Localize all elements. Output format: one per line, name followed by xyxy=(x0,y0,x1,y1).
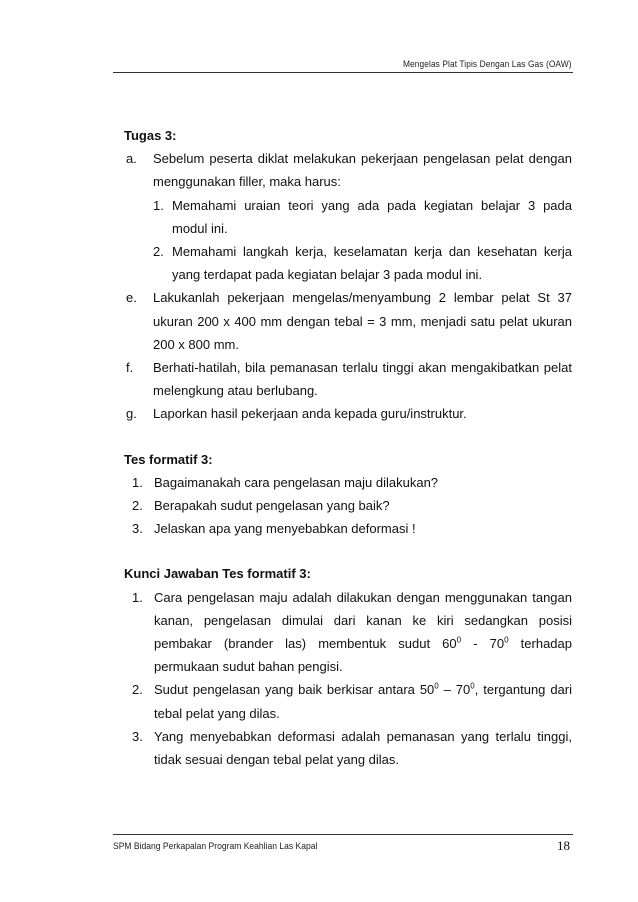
text-line: modul ini. xyxy=(172,220,228,236)
text-line: Memahami uraian teori yang ada pada kegiatan belajar 3 pada xyxy=(172,197,572,213)
text-line: Berhati-hatilah, bila pemanasan terlalu tinggi akan mengakibatkan pelat xyxy=(153,360,572,376)
text-segment: pembakar (brander las) membentuk sudut 60 xyxy=(154,636,457,652)
question-item xyxy=(124,517,572,540)
list-item-f xyxy=(124,356,572,402)
list-marker: 2. xyxy=(132,682,143,698)
list-item-a xyxy=(124,147,572,286)
text-line: tebal pelat yang dilas. xyxy=(154,705,280,721)
text-segment: Sudut pengelasan yang baik berkisar antara 50 xyxy=(154,682,435,698)
tes-heading: Tes formatif 3: xyxy=(124,451,213,467)
sub-item-2 xyxy=(153,240,572,286)
text-line: Sebelum peserta diklat melakukan pekerjaan pengelasan pelat dengan xyxy=(153,151,572,167)
list-marker: 1. xyxy=(132,589,143,605)
text-segment: terhadap xyxy=(508,636,572,652)
text-line: Yang menyebabkan deformasi adalah pemanasan yang terlalu tinggi, xyxy=(154,728,572,744)
question-item xyxy=(124,471,572,494)
list-marker: 1. xyxy=(132,474,143,490)
list-marker: g. xyxy=(126,406,137,422)
running-header: Mengelas Plat Tipis Dengan Las Gas (OAW) xyxy=(403,59,572,70)
text-line: ukuran 200 x 400 mm dengan tebal = 3 mm, menjadi satu pelat ukuran xyxy=(153,313,572,329)
question-text: Berapakah sudut pengelasan yang baik? xyxy=(154,498,390,514)
text-line: Lakukanlah pekerjaan mengelas/menyambung 2 lembar pelat St 37 xyxy=(153,290,572,306)
running-footer: SPM Bidang Perkapalan Program Keahlian Las Kapal xyxy=(113,841,318,852)
list-item-g xyxy=(124,402,572,425)
text-line: Cara pengelasan maju adalah dilakukan dengan menggunakan tangan xyxy=(154,589,572,605)
text-line xyxy=(154,632,572,655)
list-marker: f. xyxy=(126,360,134,376)
text-line: yang terdapat pada kegiatan belajar 3 pada modul ini. xyxy=(172,267,483,283)
question-text: Jelaskan apa yang menyebabkan deformasi ! xyxy=(154,521,416,537)
superscript: 0 xyxy=(504,635,509,645)
list-marker: 3. xyxy=(132,728,143,744)
text-line: permukaan sudut bahan pengisi. xyxy=(154,659,343,675)
list-marker: 1. xyxy=(153,197,164,213)
superscript: 0 xyxy=(456,635,462,645)
answer-item-3 xyxy=(124,725,572,771)
list-marker: e. xyxy=(126,290,137,306)
question-item xyxy=(124,494,572,517)
sub-item-1 xyxy=(153,194,572,240)
footer-rule xyxy=(113,834,573,835)
text-line: kanan, pengelasan dimulai dari kanan ke kiri sedangkan posisi xyxy=(154,612,572,628)
page-number: 18 xyxy=(557,838,570,853)
text-line: melengkung atau berlubang. xyxy=(153,383,318,399)
text-line: 200 x 800 mm. xyxy=(153,336,239,352)
text-segment: - 70 xyxy=(461,636,505,652)
text-line: Memahami langkah kerja, keselamatan kerja dan kesehatan kerja xyxy=(172,244,572,260)
question-text: Bagaimanakah cara pengelasan maju dilakukan? xyxy=(154,474,439,490)
text-line xyxy=(154,678,572,701)
text-segment: , tergantung dari xyxy=(474,682,572,698)
superscript: 0 xyxy=(434,682,439,692)
list-item-e xyxy=(124,286,572,356)
list-marker: 3. xyxy=(132,521,143,537)
header-rule xyxy=(113,72,573,73)
answer-item-2 xyxy=(124,678,572,724)
list-marker: 2. xyxy=(153,244,164,260)
tugas-heading: Tugas 3: xyxy=(124,128,177,143)
list-marker: a. xyxy=(126,151,137,167)
kunci-heading: Kunci Jawaban Tes formatif 3: xyxy=(124,566,311,582)
text-segment: – 70 xyxy=(438,682,471,698)
page-body xyxy=(124,124,572,771)
text-line: tidak sesuai dengan tebal pelat yang dilas. xyxy=(154,752,400,768)
text-line: Laporkan hasil pekerjaan anda kepada guru/instruktur. xyxy=(153,406,467,422)
text-line: menggunakan filler, maka harus: xyxy=(153,174,341,190)
answer-item-1 xyxy=(124,586,572,679)
list-marker: 2. xyxy=(132,498,143,514)
superscript: 0 xyxy=(470,682,475,692)
